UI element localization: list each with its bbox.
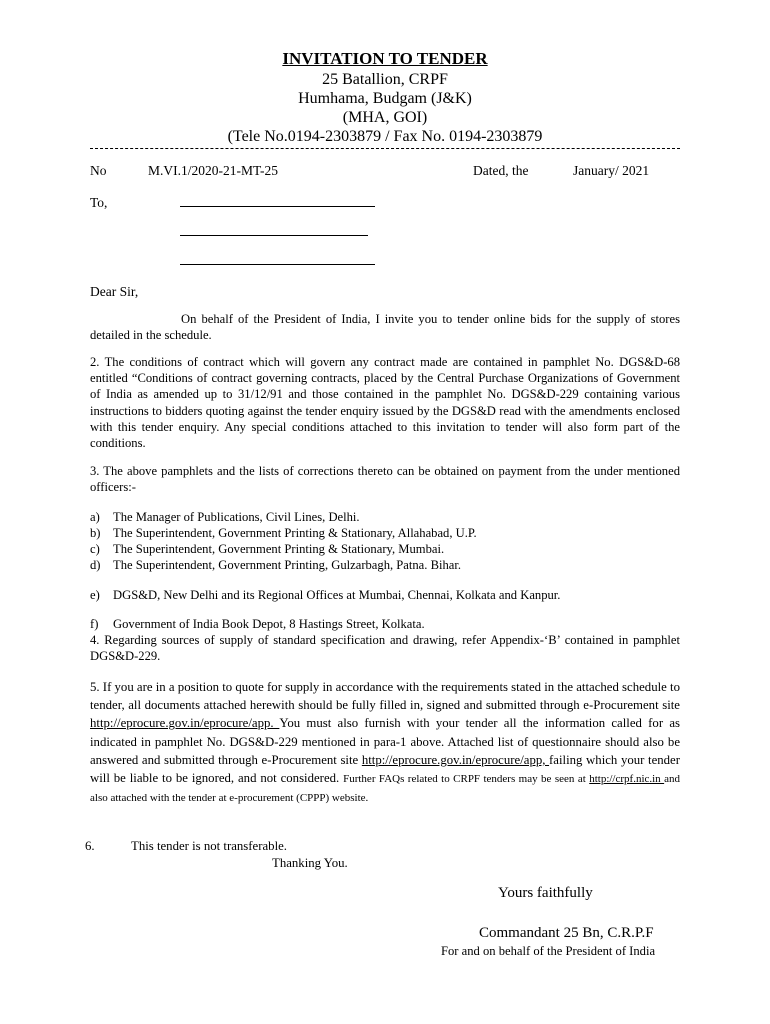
dated-label: Dated, the xyxy=(473,163,529,178)
paragraph-6-number: 6. xyxy=(85,839,95,853)
document-title: INVITATION TO TENDER xyxy=(282,49,488,68)
officer-item-b: b) The Superintendent, Government Printing & Stationary, Allahabad, U.P. xyxy=(90,526,477,540)
address-blank-line-1 xyxy=(180,206,375,207)
paragraph-3: 3. The above pamphlets and the lists of corrections thereto can be obtained on payment from the under mentioned officers:- xyxy=(90,464,680,495)
paragraph-2: 2. The conditions of contract which will govern any contract made are contained in pamphlet No. DGS&D-68 entitled “Conditions of contract governing contracts, placed by the Central Purchase Organizations of Government of India as amended up to 31/12/91 and those contained in the pamphlet No. DGS&D-229 containing various instructions to bidders quoting against the tender enquiry issued by the DGS&D read with the amendments enclosed with this tender enquiry. Any special conditions attached to this invitation to tender will also form part of the conditions. xyxy=(90,355,680,451)
officer-item-a: a) The Manager of Publications, Civil Lines, Delhi. xyxy=(90,510,360,524)
header-line-unit: 25 Batallion, CRPF xyxy=(322,71,448,88)
address-blank-line-3 xyxy=(180,264,375,265)
eprocure-link-1[interactable]: http://eprocure.gov.in/eprocure/app. xyxy=(90,716,280,731)
to-label: To, xyxy=(90,195,108,210)
header-line-address: Humhama, Budgam (J&K) xyxy=(298,90,472,107)
header-line-contact: (Tele No.0194-2303879 / Fax No. 0194-2303879 xyxy=(227,128,543,145)
dated-value: January/ 2021 xyxy=(573,163,650,178)
signatory-designation: Commandant 25 Bn, C.R.P.F xyxy=(479,925,654,941)
address-blank-line-2 xyxy=(180,235,368,236)
salutation: Dear Sir, xyxy=(90,284,139,299)
paragraph-1: On behalf of the President of India, I invite you to tender online bids for the supply of stores detailed in the schedule. xyxy=(90,312,680,343)
crpf-link[interactable]: http://crpf.nic.in xyxy=(589,773,665,786)
officer-item-f: f) Government of India Book Depot, 8 Hastings Street, Kolkata. xyxy=(90,617,425,631)
eprocure-link-2[interactable]: http://eprocure.gov.in/eprocure/app, xyxy=(361,752,550,767)
paragraph-5: 5. If you are in a position to quote for supply in accordance with the requirements stated in the attached schedule to tender, all documents attached herewith should be fully filled in, signed and submitted through e-Procurement site http://eprocure.gov.in/eprocure/app. You must also furnish with your tender all the information called for as indicated in pamphlet No. DGS&D-229 mentioned in para-1 above. Attached list of questionnaire should also be answered and submitted through e-Procurement site http://eprocure.gov.in/eprocure/app, failing which your tender will be liable to be ignored, and not considered. Further FAQs related to CRPF tenders may be seen at http://crpf.nic.in and also attached with the tender at e-procurement (CPPP) website. xyxy=(90,680,681,805)
officer-item-e: e) DGS&D, New Delhi and its Regional Offices at Mumbai, Chennai, Kolkata and Kanpur. xyxy=(90,588,561,602)
officer-item-c: c) The Superintendent, Government Printing & Stationary, Mumbai. xyxy=(90,542,445,556)
paragraph-6-text: This tender is not transferable. xyxy=(131,839,287,853)
header-line-ministry: (MHA, GOI) xyxy=(342,109,428,126)
thanking-you: Thanking You. xyxy=(272,856,348,870)
on-behalf-line: For and on behalf of the President of India xyxy=(441,944,656,958)
ref-no-label: No xyxy=(90,163,107,178)
yours-faithfully: Yours faithfully xyxy=(498,885,593,901)
officer-item-d: d) The Superintendent, Government Printing, Gulzarbagh, Patna. Bihar. xyxy=(90,558,462,572)
paragraph-4: 4. Regarding sources of supply of standard specification and drawing, refer Appendix-‘B’ contained in pamphlet DGS&D-229. xyxy=(90,633,680,664)
ref-no-value: M.VI.1/2020-21-MT-25 xyxy=(148,163,278,178)
header-divider xyxy=(90,148,680,149)
